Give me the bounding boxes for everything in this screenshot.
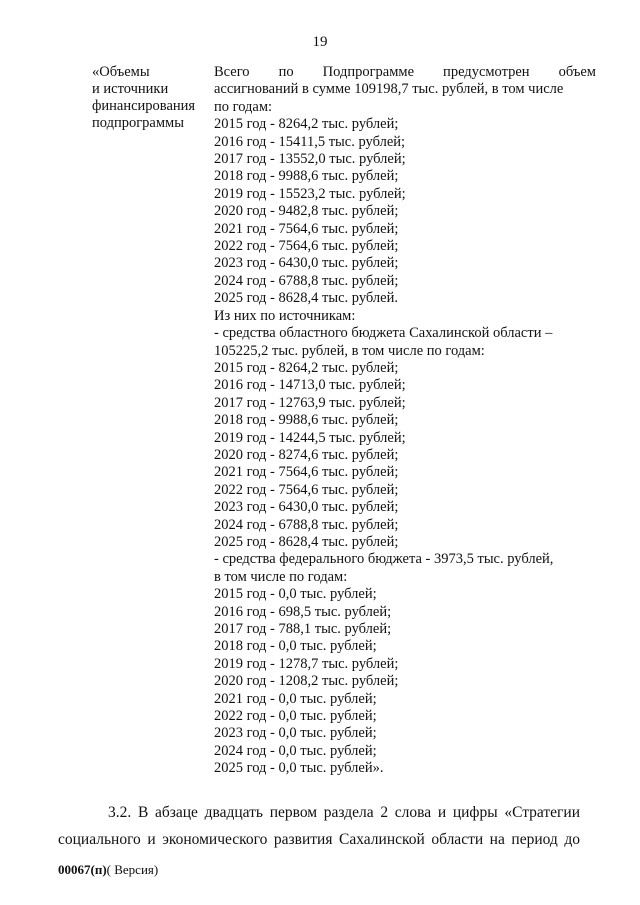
table-row-label <box>92 64 212 132</box>
list-item: 2020 год - 1208,2 тыс. рублей; <box>214 673 399 690</box>
list-item: 2025 год - 8628,4 тыс. рублей; <box>214 533 399 550</box>
document-code: 00067(п) <box>58 862 107 877</box>
list-item: 2019 год - 14244,5 тыс. рублей; <box>214 429 406 446</box>
total-by-year-list <box>214 116 596 307</box>
list-item: 2024 год - 6788,8 тыс. рублей; <box>214 516 399 533</box>
regional-line: - средства областного бюджета Сахалинской области – <box>214 325 553 342</box>
paragraph-line: социального и экономического развития Сахалинской области на период до <box>58 831 580 848</box>
list-item: 2024 год - 0,0 тыс. рублей; <box>214 742 377 759</box>
list-item: 2016 год - 15411,5 тыс. рублей; <box>214 133 406 150</box>
regional-budget-block <box>214 325 596 551</box>
list-item: 2018 год - 0,0 тыс. рублей; <box>214 638 377 655</box>
intro-text <box>214 64 596 116</box>
label-line: и источники <box>92 81 169 97</box>
regional-line: 105225,2 тыс. рублей, в том числе по годам: <box>214 342 485 359</box>
list-item: 2017 год - 12763,9 тыс. рублей; <box>214 394 406 411</box>
list-item: 2016 год - 698,5 тыс. рублей; <box>214 603 392 620</box>
list-item: 2017 год - 13552,0 тыс. рублей; <box>214 151 406 168</box>
list-item: 2021 год - 0,0 тыс. рублей; <box>214 690 377 707</box>
list-item: 2021 год - 7564,6 тыс. рублей; <box>214 464 399 481</box>
label-line: подпрограммы <box>92 115 184 131</box>
list-item: 2022 год - 0,0 тыс. рублей; <box>214 708 377 725</box>
intro-line: по годам: <box>214 98 273 115</box>
list-item: 2020 год - 9482,8 тыс. рублей; <box>214 203 399 220</box>
intro-line: ассигнований в сумме 109198,7 тыс. рублей, в том числе <box>214 81 564 98</box>
list-item: 2025 год - 8628,4 тыс. рублей. <box>214 290 398 307</box>
list-item: 2023 год - 0,0 тыс. рублей; <box>214 725 377 742</box>
list-item: 2023 год - 6430,0 тыс. рублей; <box>214 255 399 272</box>
list-item: 2018 год - 9988,6 тыс. рублей; <box>214 412 399 429</box>
intro-line: Всего по Подпрограмме предусмотрен объем <box>214 64 596 80</box>
page-number: 19 <box>312 34 328 50</box>
list-item: 2016 год - 14713,0 тыс. рублей; <box>214 377 406 394</box>
list-item: 2025 год - 0,0 тыс. рублей». <box>214 760 384 777</box>
sources-heading: Из них по источникам: <box>214 307 356 324</box>
list-item: 2022 год - 7564,6 тыс. рублей; <box>214 481 399 498</box>
list-item: 2015 год - 8264,2 тыс. рублей; <box>214 116 399 133</box>
list-item: 2024 год - 6788,8 тыс. рублей; <box>214 272 399 289</box>
federal-line: - средства федерального бюджета - 3973,5 тыс. рублей, <box>214 551 554 568</box>
label-line: финансирования <box>92 98 196 114</box>
federal-budget-block <box>214 551 596 777</box>
list-item: 2017 год - 788,1 тыс. рублей; <box>214 621 392 637</box>
list-item: 2015 год - 0,0 тыс. рублей; <box>214 586 377 603</box>
list-item: 2019 год - 1278,7 тыс. рублей; <box>214 655 399 672</box>
funding-details <box>214 64 596 778</box>
list-item: 2021 год - 7564,6 тыс. рублей; <box>214 220 399 237</box>
list-item: 2019 год - 15523,2 тыс. рублей; <box>214 185 406 202</box>
label-line: «Объемы <box>92 64 150 80</box>
document-version: ( Версия) <box>106 862 159 877</box>
list-item: 2022 год - 7564,6 тыс. рублей; <box>214 238 399 255</box>
paragraph-line: 3.2. В абзаце двадцать первом раздела 2 слова и цифры «Стратегии <box>108 804 580 821</box>
document-footer <box>58 862 158 878</box>
list-item: 2018 год - 9988,6 тыс. рублей; <box>214 168 399 185</box>
list-item: 2015 год - 8264,2 тыс. рублей; <box>214 359 399 376</box>
list-item: 2023 год - 6430,0 тыс. рублей; <box>214 499 399 516</box>
federal-line: в том числе по годам: <box>214 568 348 585</box>
amendment-paragraph <box>58 799 580 853</box>
list-item: 2020 год - 8274,6 тыс. рублей; <box>214 446 399 463</box>
